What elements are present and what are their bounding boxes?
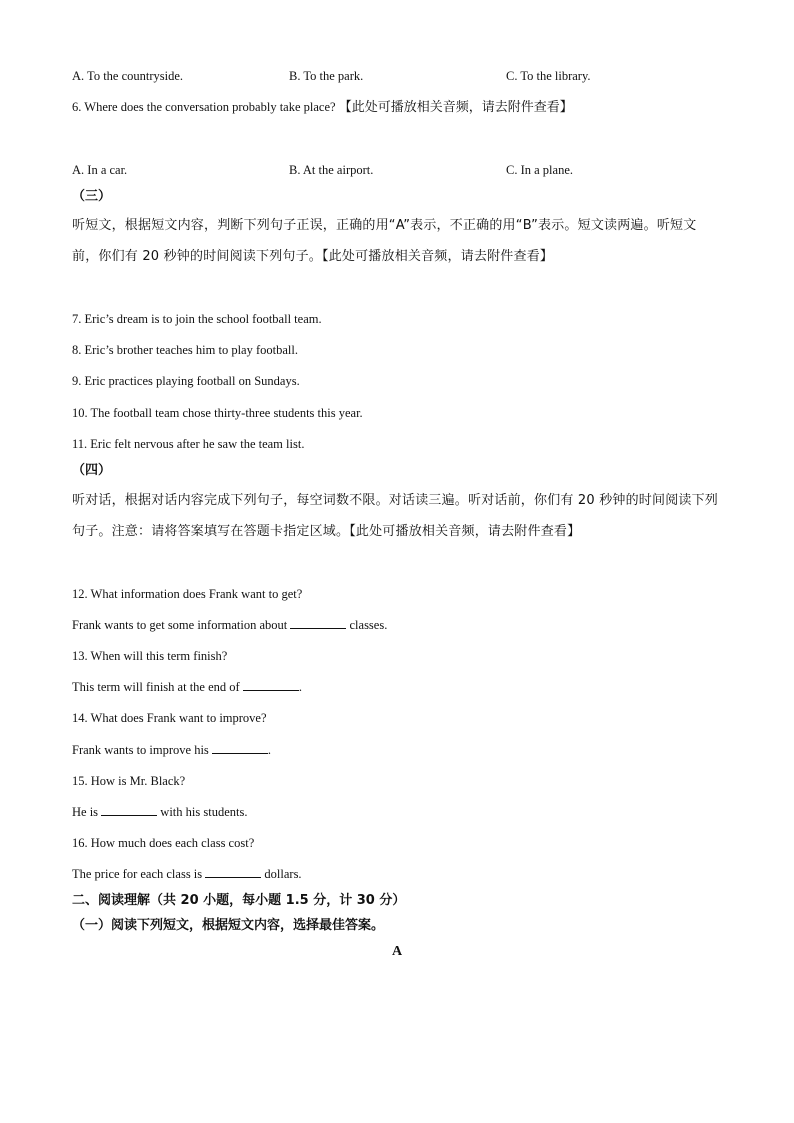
part2-subheading: （一）阅读下列短文，根据短文内容，选择最佳答案。: [72, 918, 385, 933]
q5-option-c: C. To the library.: [506, 69, 591, 83]
q15-blank[interactable]: [101, 804, 157, 816]
q16-answer-post: dollars.: [264, 867, 302, 881]
q6-option-a: A. In a car.: [72, 163, 128, 177]
q13-answer-post: .: [298, 680, 302, 694]
q14-answer-pre: Frank wants to improve his: [72, 743, 209, 757]
q15-question: 15. How is Mr. Black?: [72, 774, 186, 788]
q12-answer-pre: Frank wants to get some information about: [72, 618, 288, 632]
q14-blank[interactable]: [212, 742, 268, 754]
part2-heading: 二、阅读理解（共 20 小题，每小题 1.5 分，计 30 分）: [72, 893, 406, 908]
q6-audio-note: 【此处可播放相关音频，请去附件查看】: [338, 100, 573, 115]
q12-answer-post: classes.: [349, 618, 388, 632]
list-item: 8. Eric’s brother teaches him to play football.: [72, 343, 298, 357]
q14-answer-line: [72, 742, 271, 758]
q14-question: 14. What does Frank want to improve?: [72, 711, 267, 725]
q6-option-b: B. At the airport.: [289, 163, 374, 177]
q6-option-c: C. In a plane.: [506, 163, 573, 177]
q15-answer-line: [72, 804, 247, 820]
section4-heading: （四）: [72, 463, 112, 478]
q12-answer-line: [72, 617, 387, 633]
q16-answer-line: [72, 866, 302, 882]
q5-option-b: B. To the park.: [289, 69, 364, 83]
q12-blank[interactable]: [290, 617, 346, 629]
section3-heading: （三）: [72, 189, 112, 204]
q13-question: 13. When will this term finish?: [72, 649, 228, 663]
q15-answer-post: with his students.: [160, 805, 248, 819]
q13-blank[interactable]: [243, 679, 299, 691]
q16-answer-pre: The price for each class is: [72, 867, 203, 881]
q15-answer-pre: He is: [72, 805, 99, 819]
q14-answer-post: .: [267, 743, 272, 757]
q13-answer-pre: This term will finish at the end of: [72, 680, 240, 694]
list-item: 9. Eric practices playing football on Sundays.: [72, 374, 300, 388]
q16-blank[interactable]: [205, 866, 261, 878]
q13-answer-line: [72, 679, 302, 695]
passage-letter: A: [391, 944, 403, 959]
list-item: 7. Eric’s dream is to join the school football team.: [72, 312, 322, 326]
section3-instruction: 听短文，根据短文内容，判断下列句子正误，正确的用“A”表示，不正确的用“B”表示。短文读两遍。听短文前，你们有 20 秒钟的时间阅读下列句子。【此处可播放相关音频，请去附件查看】: [72, 218, 697, 264]
section4-instruction: 听对话，根据对话内容完成下列句子，每空词数不限。对话读三遍。听对话前，你们有 20 秒钟的时间阅读下列句子。注意：请将答案填写在答题卡指定区域。【此处可播放相关音频，请去附件查看】: [72, 493, 719, 539]
q16-question: 16. How much does each class cost?: [72, 836, 255, 850]
q6-question: 6. Where does the conversation probably take place?: [72, 100, 336, 114]
list-item: 11. Eric felt nervous after he saw the team list.: [72, 437, 305, 451]
list-item: 10. The football team chose thirty-three students this year.: [72, 406, 363, 420]
q5-option-a: A. To the countryside.: [72, 69, 184, 83]
q6-line: [72, 99, 573, 116]
q12-question: 12. What information does Frank want to get?: [72, 587, 303, 601]
